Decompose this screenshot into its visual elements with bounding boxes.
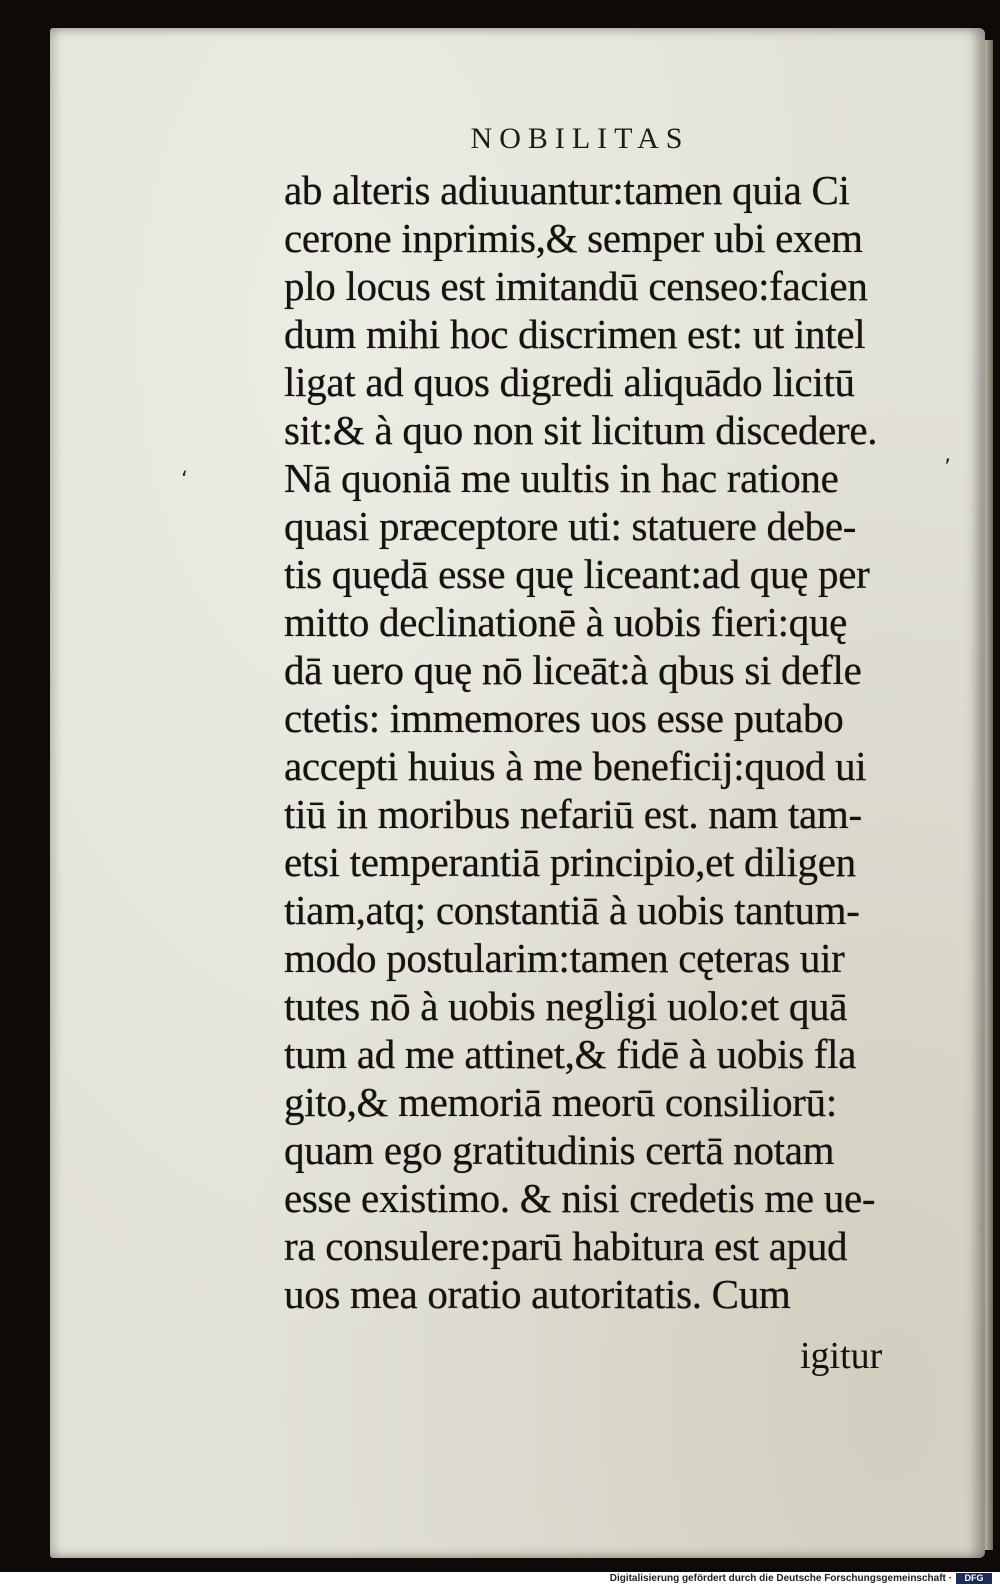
text-line: ligat ad quos digredi aliquādo licitū — [284, 359, 855, 405]
footer-bar — [0, 1572, 1000, 1585]
text-line: tiam,atq; constantiā à uobis tantum- — [284, 887, 860, 933]
text-line: ctetis: immemores uos esse putabo — [284, 695, 844, 741]
text-line: dum mihi hoc discrimen est: ut intel — [284, 311, 866, 357]
text-line: ab alteris adiuuantur:tamen quia Ci — [284, 167, 850, 213]
body-text — [284, 166, 944, 1318]
margin-mark-icon: ‘ — [181, 468, 188, 493]
margin-mark-icon: ’ — [944, 456, 951, 481]
text-line: ra consulere:parū habitura est apud — [284, 1223, 848, 1269]
text-line: accepti huius à me beneficij:quod ui — [284, 743, 867, 789]
text-line: tutes nō à uobis negligi uolo:et quā — [284, 983, 848, 1029]
text-line: quam ego gratitudinis certā notam — [284, 1127, 835, 1173]
text-line: gito,& memoriā meorū consiliorū: — [284, 1079, 837, 1125]
catchword: igitur — [800, 1335, 883, 1377]
text-line: modo postularim:tamen cęteras uir — [284, 935, 845, 981]
text-line: esse existimo. & nisi credetis me ue- — [284, 1175, 876, 1221]
page-edge — [985, 40, 993, 1550]
text-line: Nā quoniā me uultis in hac ratione — [284, 455, 839, 501]
text-line: tum ad me attinet,& fidē à uobis fla — [284, 1031, 857, 1077]
text-line: etsi temperantiā principio,et diligen — [284, 839, 856, 885]
text-line: mitto declinationē à uobis fieri:quę — [284, 599, 848, 645]
text-line: sit:& à quo non sit licitum discedere. — [284, 407, 878, 453]
text-line: tis quędā esse quę liceant:ad quę per — [284, 551, 870, 597]
text-line: plo locus est imitandū censeo:facien — [284, 263, 868, 309]
text-line: quasi præceptore uti: statuere debe- — [284, 503, 857, 549]
text-line: uos mea oratio autoritatis. Cum — [284, 1271, 791, 1317]
dfg-logo: DFG — [956, 1573, 992, 1584]
funding-credit: Digitalisierung gefördert durch die Deutsche Forschungsgemeinschaft · — [609, 1573, 952, 1584]
text-line: dā uero quę nō liceāt:à qbus si defle — [284, 647, 862, 693]
text-line: cerone inprimis,& semper ubi exem — [284, 215, 863, 261]
text-line: tiū in moribus nefariū est. nam tam- — [284, 791, 862, 837]
running-header: NOBILITAS — [470, 122, 690, 155]
